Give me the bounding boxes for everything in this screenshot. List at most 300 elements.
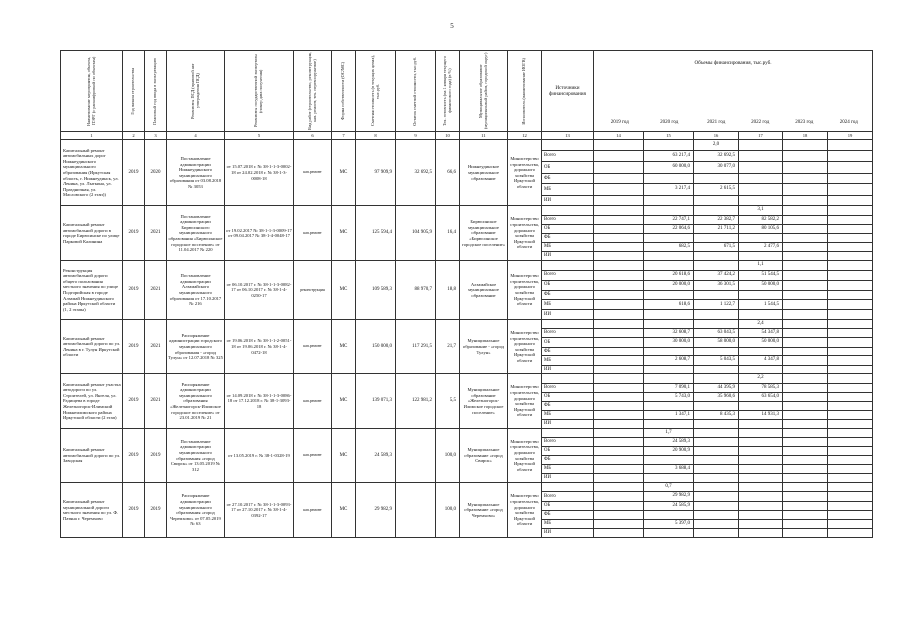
object-name: Капитальный ремонт участка автодороги по ул. Строителей, ул. Янгеля, ул. Радищева в городе Железногорск-Илимский Нижнеилимского района Иркутской области (2 этап) bbox=[61, 374, 123, 428]
source-empty bbox=[542, 140, 594, 151]
funding-value bbox=[644, 528, 694, 537]
value-empty bbox=[783, 329, 828, 338]
funding-value bbox=[739, 401, 783, 410]
funding-source-label: ОБ bbox=[542, 280, 594, 290]
value-empty bbox=[783, 215, 828, 224]
value-empty bbox=[828, 365, 873, 374]
municipality: Муниципальное образование «город Свирск» bbox=[460, 428, 508, 482]
column-number: 16 bbox=[694, 132, 739, 140]
value-empty bbox=[594, 310, 644, 320]
value-empty bbox=[594, 300, 644, 310]
value-empty bbox=[594, 329, 644, 338]
funding-value bbox=[739, 519, 783, 528]
value-empty bbox=[783, 320, 828, 329]
value-empty bbox=[828, 162, 873, 173]
table-row bbox=[61, 140, 873, 151]
source-empty bbox=[542, 428, 594, 437]
value-empty bbox=[594, 356, 644, 365]
funding-value: 35 960,6 bbox=[694, 392, 739, 401]
value-empty bbox=[783, 410, 828, 419]
column-number: 17 bbox=[739, 132, 783, 140]
funding-source-label: ОБ bbox=[542, 338, 594, 347]
funding-value: 671,5 bbox=[694, 242, 739, 251]
municipality: Муниципальное образование «Железногорск-Илимское городское поселение» bbox=[460, 374, 508, 428]
work-type: кап.ремонт bbox=[294, 374, 332, 428]
funding-value: 2 615,5 bbox=[694, 184, 739, 195]
value-empty bbox=[828, 420, 873, 429]
funding-value bbox=[694, 290, 739, 300]
value-empty bbox=[828, 438, 873, 447]
object-name: Капитальный ремонт автомобильной дороги по ул. Заводская bbox=[61, 428, 123, 482]
psd-details: Распоряжение администрации муниципального образования «город Черемхово» от 07.05.2019 № 63 bbox=[167, 483, 225, 538]
funding-source-label: ОБ bbox=[542, 392, 594, 401]
header-c10: Тех. готовность (на 1 января текущего финансового года) (в %) bbox=[436, 51, 460, 132]
financing-table bbox=[60, 50, 873, 538]
funding-value: 54 347,8 bbox=[739, 329, 783, 338]
remaining-cost: 32 692,5 bbox=[396, 140, 436, 206]
funding-source-label: Всего bbox=[542, 215, 594, 224]
value-empty bbox=[828, 329, 873, 338]
header-volumes bbox=[594, 51, 873, 132]
funding-value bbox=[739, 173, 783, 184]
expertise-details: от 15.07.2018 г. № 38-1-1-3-0002-18 от 24.02.2018 г. № 38-1-3-0008-18 bbox=[225, 140, 294, 206]
funding-value bbox=[739, 420, 783, 429]
ownership-form: МС bbox=[332, 428, 356, 482]
funding-value: 5 743,0 bbox=[644, 392, 694, 401]
funding-value: 2 608,7 bbox=[644, 356, 694, 365]
funding-value bbox=[739, 528, 783, 537]
work-type: кап.ремонт bbox=[294, 140, 332, 206]
funding-source-label: ИИ bbox=[542, 420, 594, 429]
share-percent bbox=[739, 428, 783, 437]
column-number: 18 bbox=[783, 132, 828, 140]
column-number: 7 bbox=[332, 132, 356, 140]
expertise-details: от 19.06.2018 г. № 38-1-1-2-0051-18 от 19.06.2018 г. № 38-1-4-0472-18 bbox=[225, 320, 294, 374]
funding-value: 1 122,7 bbox=[694, 300, 739, 310]
header-year: 2024 год bbox=[839, 119, 858, 125]
executor: Министерство строительства, дорожного хозяйства Иркутской области bbox=[508, 374, 542, 428]
funding-source-label: ОБ bbox=[542, 501, 594, 510]
end-year: 2021 bbox=[145, 374, 167, 428]
funding-source-label: ОБ bbox=[542, 224, 594, 233]
value-empty bbox=[594, 260, 644, 270]
funding-value: 30 000,0 bbox=[644, 338, 694, 347]
source-empty bbox=[542, 320, 594, 329]
funding-value bbox=[694, 519, 739, 528]
funding-value: 1 347,1 bbox=[644, 410, 694, 419]
funding-source-label: МБ bbox=[542, 465, 594, 474]
ownership-form: МС bbox=[332, 483, 356, 538]
psd-details: Постановление администрации муниципального образования «город Свирск» от 13.05.2019 № 312 bbox=[167, 428, 225, 482]
funding-value: 36 301,5 bbox=[694, 280, 739, 290]
funding-value: 22 064,6 bbox=[644, 224, 694, 233]
column-number: 9 bbox=[396, 132, 436, 140]
value-empty bbox=[783, 206, 828, 215]
funding-source-label: Всего bbox=[542, 492, 594, 501]
value-empty bbox=[783, 474, 828, 483]
work-type: кап.ремонт bbox=[294, 483, 332, 538]
share-percent bbox=[694, 428, 739, 437]
share-percent bbox=[739, 140, 783, 151]
value-empty bbox=[828, 280, 873, 290]
value-empty bbox=[594, 410, 644, 419]
funding-source-label: Всего bbox=[542, 270, 594, 280]
municipality: Алзамайское муниципальное образование bbox=[460, 260, 508, 319]
funding-value bbox=[694, 401, 739, 410]
funding-source-label: МБ bbox=[542, 356, 594, 365]
funding-source-label: Всего bbox=[542, 438, 594, 447]
value-empty bbox=[783, 242, 828, 251]
ownership-form: МС bbox=[332, 320, 356, 374]
funding-source-label: ИИ bbox=[542, 251, 594, 260]
start-year: 2019 bbox=[123, 320, 145, 374]
header-year: 2020 год bbox=[660, 119, 679, 125]
tech-readiness: 100,0 bbox=[436, 428, 460, 482]
executor: Министерство строительства, дорожного хозяйства Иркутской области bbox=[508, 320, 542, 374]
table-row bbox=[61, 428, 873, 437]
share-percent: 2,2 bbox=[739, 374, 783, 383]
value-empty bbox=[783, 383, 828, 392]
value-empty bbox=[594, 438, 644, 447]
value-empty bbox=[828, 173, 873, 184]
header-c13: Источники финансирования bbox=[542, 51, 594, 132]
value-empty bbox=[783, 270, 828, 280]
funding-source-label: ИИ bbox=[542, 195, 594, 206]
tech-readiness: 21,7 bbox=[436, 320, 460, 374]
end-year: 2019 bbox=[145, 428, 167, 482]
value-empty bbox=[783, 456, 828, 465]
funding-value: 30 077,0 bbox=[694, 162, 739, 173]
funding-value: 3 688,4 bbox=[644, 465, 694, 474]
share-percent bbox=[694, 374, 739, 383]
value-empty bbox=[783, 356, 828, 365]
funding-value: 32 608,7 bbox=[644, 329, 694, 338]
column-number: 10 bbox=[436, 132, 460, 140]
value-empty bbox=[783, 162, 828, 173]
value-empty bbox=[783, 510, 828, 519]
funding-value: 21 711,2 bbox=[694, 224, 739, 233]
funding-value: 20 900,9 bbox=[644, 447, 694, 456]
funding-value: 63 043,5 bbox=[694, 329, 739, 338]
start-year: 2019 bbox=[123, 140, 145, 206]
value-empty bbox=[828, 320, 873, 329]
value-empty bbox=[828, 347, 873, 356]
funding-value: 60 000,0 bbox=[644, 162, 694, 173]
column-number: 5 bbox=[225, 132, 294, 140]
value-empty bbox=[594, 206, 644, 215]
ownership-form: МС bbox=[332, 374, 356, 428]
end-year: 2021 bbox=[145, 320, 167, 374]
estimated-cost: 139 071,3 bbox=[356, 374, 396, 428]
funding-value: 8 435,3 bbox=[694, 410, 739, 419]
remaining-cost bbox=[396, 483, 436, 538]
header-row bbox=[61, 51, 873, 132]
funding-source-label: МБ bbox=[542, 242, 594, 251]
value-empty bbox=[828, 242, 873, 251]
value-empty bbox=[783, 365, 828, 374]
funding-source-label: ФБ bbox=[542, 233, 594, 242]
value-empty bbox=[783, 310, 828, 320]
executor: Министерство строительства, дорожного хозяйства Иркутской области bbox=[508, 206, 542, 260]
value-empty bbox=[594, 465, 644, 474]
value-empty bbox=[594, 420, 644, 429]
column-number: 1 bbox=[61, 132, 123, 140]
funding-value bbox=[644, 251, 694, 260]
table-row bbox=[61, 374, 873, 383]
funding-value bbox=[694, 251, 739, 260]
value-empty bbox=[783, 465, 828, 474]
municipality: Нижнеудинское муниципальное образование bbox=[460, 140, 508, 206]
funding-value bbox=[739, 290, 783, 300]
value-empty bbox=[783, 290, 828, 300]
funding-value bbox=[739, 151, 783, 162]
value-empty bbox=[783, 173, 828, 184]
funding-value bbox=[739, 456, 783, 465]
funding-value bbox=[739, 474, 783, 483]
share-percent bbox=[694, 260, 739, 270]
expertise-details: от 27.10.2017 г. № 38-1-1-3-0093-17 от 27.10.2017 г. № 38-1-4-0392-17 bbox=[225, 483, 294, 538]
value-empty bbox=[828, 140, 873, 151]
funding-source-label: МБ bbox=[542, 519, 594, 528]
column-number: 8 bbox=[356, 132, 396, 140]
value-empty bbox=[828, 310, 873, 320]
column-number: 15 bbox=[644, 132, 694, 140]
share-percent bbox=[644, 320, 694, 329]
funding-value: 4 347,8 bbox=[739, 356, 783, 365]
object-name: Капитальный ремонт автомобильной дороги в городе Бирюсинске по улице Парковой Калинина bbox=[61, 206, 123, 260]
value-empty bbox=[783, 492, 828, 501]
source-empty bbox=[542, 206, 594, 215]
funding-value bbox=[644, 456, 694, 465]
funding-source-label: МБ bbox=[542, 410, 594, 419]
header-c6: Вид работ (строительство, реконструкция, кап. ремонт, тех. перевооружение) bbox=[294, 51, 332, 132]
funding-value bbox=[739, 365, 783, 374]
share-percent bbox=[694, 320, 739, 329]
funding-value bbox=[644, 474, 694, 483]
funding-value: 682,5 bbox=[644, 242, 694, 251]
share-percent: 0,7 bbox=[644, 483, 694, 492]
municipality: Муниципальное образование «город Черемхово» bbox=[460, 483, 508, 538]
header-c3: Плановый год ввода в эксплуатацию bbox=[145, 51, 167, 132]
work-type: кап.ремонт bbox=[294, 320, 332, 374]
share-percent bbox=[694, 483, 739, 492]
value-empty bbox=[783, 528, 828, 537]
value-empty bbox=[828, 383, 873, 392]
funding-value bbox=[694, 233, 739, 242]
funding-value bbox=[694, 447, 739, 456]
value-empty bbox=[594, 474, 644, 483]
value-empty bbox=[594, 233, 644, 242]
funding-value bbox=[739, 438, 783, 447]
value-empty bbox=[828, 501, 873, 510]
source-empty bbox=[542, 374, 594, 383]
column-number: 2 bbox=[123, 132, 145, 140]
value-empty bbox=[783, 300, 828, 310]
table-row bbox=[61, 260, 873, 270]
value-empty bbox=[828, 338, 873, 347]
tech-readiness: 5,5 bbox=[436, 374, 460, 428]
value-empty bbox=[783, 438, 828, 447]
remaining-cost: 88 970,7 bbox=[396, 260, 436, 319]
share-percent bbox=[644, 140, 694, 151]
funding-value: 618,6 bbox=[644, 300, 694, 310]
value-empty bbox=[594, 401, 644, 410]
value-empty bbox=[828, 206, 873, 215]
share-percent: 1,1 bbox=[739, 260, 783, 270]
share-percent bbox=[739, 483, 783, 492]
funding-value: 51 544,5 bbox=[739, 270, 783, 280]
value-empty bbox=[594, 215, 644, 224]
header-year: 2022 год bbox=[751, 119, 770, 125]
start-year: 2019 bbox=[123, 374, 145, 428]
source-empty bbox=[542, 260, 594, 270]
share-percent: 2,0 bbox=[694, 140, 739, 151]
estimated-cost: 97 909,9 bbox=[356, 140, 396, 206]
remaining-cost: 122 981,2 bbox=[396, 374, 436, 428]
funding-value: 20 618,6 bbox=[644, 270, 694, 280]
value-empty bbox=[594, 151, 644, 162]
value-empty bbox=[828, 401, 873, 410]
header-c4: Реквизиты ПСД (правовой акт утверждения ПСД) bbox=[167, 51, 225, 132]
executor: Министерство строительства, дорожного хозяйства Иркутской области bbox=[508, 260, 542, 319]
funding-value bbox=[739, 465, 783, 474]
funding-value bbox=[739, 347, 783, 356]
value-empty bbox=[783, 392, 828, 401]
funding-value: 58 000,0 bbox=[694, 338, 739, 347]
funding-value bbox=[694, 501, 739, 510]
start-year: 2019 bbox=[123, 206, 145, 260]
funding-value: 20 000,0 bbox=[644, 280, 694, 290]
funding-value bbox=[644, 510, 694, 519]
end-year: 2019 bbox=[145, 483, 167, 538]
psd-details: Распоряжение администрации муниципального образования «Железногорск-Илимское городское поселение» от 23.01.2019 № 21 bbox=[167, 374, 225, 428]
value-empty bbox=[594, 280, 644, 290]
value-empty bbox=[828, 356, 873, 365]
share-percent bbox=[644, 206, 694, 215]
header-c2: Год начала строительства bbox=[123, 51, 145, 132]
funding-value bbox=[694, 492, 739, 501]
expertise-details: от 19.02.2017 № 38-1-1-3-0009-17 от 09.04.2017 № 38-1-4-0048-17 bbox=[225, 206, 294, 260]
object-name: Капитальный ремонт автомобильной дороги по ул. Ленина в г. Тулун Иркутской области bbox=[61, 320, 123, 374]
end-year: 2021 bbox=[145, 206, 167, 260]
value-empty bbox=[594, 447, 644, 456]
value-empty bbox=[828, 260, 873, 270]
share-percent: 1,7 bbox=[644, 428, 694, 437]
funding-value bbox=[694, 465, 739, 474]
funding-value bbox=[644, 420, 694, 429]
value-empty bbox=[594, 347, 644, 356]
value-empty bbox=[594, 374, 644, 383]
header-c7: Форма собственности (ОС/МС) bbox=[332, 51, 356, 132]
funding-value bbox=[644, 310, 694, 320]
value-empty bbox=[828, 410, 873, 419]
estimated-cost: 125 594,4 bbox=[356, 206, 396, 260]
municipality: Бирюсинское муниципальное образование «Бирюсинское городское поселение» bbox=[460, 206, 508, 260]
tech-readiness: 100,0 bbox=[436, 483, 460, 538]
value-empty bbox=[828, 483, 873, 492]
funding-value: 80 105,6 bbox=[739, 224, 783, 233]
value-empty bbox=[828, 251, 873, 260]
value-empty bbox=[828, 528, 873, 537]
value-empty bbox=[828, 474, 873, 483]
value-empty bbox=[828, 447, 873, 456]
funding-value bbox=[739, 501, 783, 510]
funding-value bbox=[739, 195, 783, 206]
executor: Министерство строительства, дорожного хозяйства Иркутской области bbox=[508, 140, 542, 206]
funding-value bbox=[694, 195, 739, 206]
funding-value bbox=[739, 310, 783, 320]
estimated-cost: 150 000,0 bbox=[356, 320, 396, 374]
value-empty bbox=[594, 290, 644, 300]
header-c8: Сметная стоимость (в текущих ценах), тыс.руб. bbox=[356, 51, 396, 132]
funding-value bbox=[739, 492, 783, 501]
share-percent bbox=[694, 206, 739, 215]
value-empty bbox=[594, 162, 644, 173]
estimated-cost: 109 589,3 bbox=[356, 260, 396, 319]
value-empty bbox=[783, 428, 828, 437]
funding-value bbox=[694, 310, 739, 320]
funding-value bbox=[694, 365, 739, 374]
funding-value: 63 217,4 bbox=[644, 151, 694, 162]
value-empty bbox=[828, 492, 873, 501]
value-empty bbox=[828, 270, 873, 280]
value-empty bbox=[783, 447, 828, 456]
funding-source-label: МБ bbox=[542, 184, 594, 195]
funding-value: 5 043,5 bbox=[694, 356, 739, 365]
funding-value bbox=[739, 233, 783, 242]
executor: Министерство строительства, дорожного хозяйства Иркутской области bbox=[508, 428, 542, 482]
value-empty bbox=[594, 510, 644, 519]
value-empty bbox=[828, 290, 873, 300]
ownership-form: МС bbox=[332, 206, 356, 260]
table-row bbox=[61, 483, 873, 492]
executor: Министерство строительства, дорожного хозяйства Иркутской области bbox=[508, 483, 542, 538]
object-name: Капитальный ремонт муниципальной дороги местного значения по ул. Ф. Патяна г. Черемхово bbox=[61, 483, 123, 538]
column-number: 19 bbox=[828, 132, 873, 140]
value-empty bbox=[828, 151, 873, 162]
value-empty bbox=[783, 401, 828, 410]
value-empty bbox=[828, 300, 873, 310]
funding-value bbox=[644, 195, 694, 206]
estimated-cost: 24 589,3 bbox=[356, 428, 396, 482]
header-c9: Остаток сметной стоимости, тыс.руб. bbox=[396, 51, 436, 132]
funding-source-label: Всего bbox=[542, 151, 594, 162]
value-empty bbox=[783, 233, 828, 242]
funding-value bbox=[644, 233, 694, 242]
value-empty bbox=[828, 224, 873, 233]
funding-value: 5 397,0 bbox=[644, 519, 694, 528]
tech-readiness: 16,4 bbox=[436, 206, 460, 260]
funding-value bbox=[694, 173, 739, 184]
psd-details: Распоряжение администрации городского муниципального образования - «город Тулун» от 12.07.2018 № 325 bbox=[167, 320, 225, 374]
funding-value: 22 747,1 bbox=[644, 215, 694, 224]
page-number: 5 bbox=[450, 22, 454, 30]
value-empty bbox=[783, 483, 828, 492]
funding-value bbox=[694, 510, 739, 519]
funding-value bbox=[644, 290, 694, 300]
value-empty bbox=[594, 501, 644, 510]
value-empty bbox=[594, 140, 644, 151]
end-year: 2021 bbox=[145, 260, 167, 319]
value-empty bbox=[594, 320, 644, 329]
funding-value bbox=[694, 420, 739, 429]
value-empty bbox=[783, 224, 828, 233]
value-empty bbox=[783, 280, 828, 290]
funding-source-label: ОБ bbox=[542, 447, 594, 456]
header-year: 2023 год bbox=[795, 119, 814, 125]
value-empty bbox=[828, 510, 873, 519]
expertise-details: от 14.09.2018 г. № 38-1-1-3-0086-18 от 17.12.2018 г. № 38-1-3093-18 bbox=[225, 374, 294, 428]
